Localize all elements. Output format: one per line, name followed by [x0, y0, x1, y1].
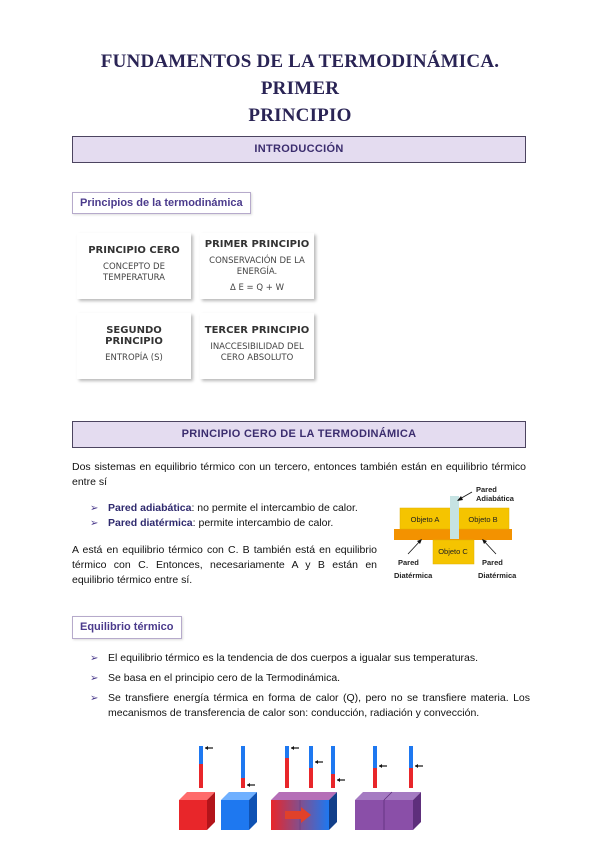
label-pared-adiabatica-1: Pared	[476, 485, 497, 494]
card-formula: Δ E = Q + W	[229, 283, 285, 293]
thermometer-equilibrium-2	[409, 746, 423, 788]
card-primer-principio	[200, 233, 314, 299]
label-pared-diatermica-left-1: Pared	[398, 558, 419, 567]
list-text: El equilibrio térmico es la tendencia de dos cuerpos a igualar sus temperaturas.	[108, 652, 479, 664]
thermometer-hot	[199, 746, 213, 788]
card-tercer-principio	[200, 313, 314, 379]
label-objeto-a: Objeto A	[410, 515, 440, 524]
label-pared-diatermica-left-2: Diatérmica	[394, 571, 433, 580]
card-text: ENTROPÍA (S)	[105, 353, 163, 363]
document-title	[60, 48, 540, 129]
card-text	[77, 262, 191, 284]
term: Pared diatérmica	[108, 517, 193, 529]
label-objeto-c: Objeto C	[438, 547, 468, 556]
paragraph-equilibrio-tercero: Dos sistemas en equilibrio térmico con un tercero, entonces también están en equilibrio térmico entre sí	[72, 461, 526, 488]
section-header-introduccion: INTRODUCCIÓN	[72, 136, 526, 163]
card-principio-cero	[77, 233, 191, 299]
arrow-bullet-icon: ➢	[90, 693, 99, 704]
subhead-principios: Principios de la termodinámica	[72, 192, 251, 214]
thermometer-warming	[309, 746, 323, 788]
card-text	[200, 342, 314, 364]
list-item	[90, 671, 530, 686]
zeroth-law-diagram	[388, 484, 526, 586]
section-header-principio-cero: PRINCIPIO CERO DE LA TERMODINÁMICA	[72, 421, 526, 448]
thermometer-cold	[241, 746, 255, 788]
thermometer-cooling-2	[331, 746, 345, 788]
label-pared-diatermica-right-1: Pared	[482, 558, 503, 567]
equilibrium-cubes	[355, 792, 421, 830]
label-pared-diatermica-right-2: Diatérmica	[478, 571, 517, 580]
definition: : permite intercambio de calor.	[192, 517, 334, 529]
thermal-equilibrium-figure	[175, 740, 435, 832]
label-objeto-b: Objeto B	[468, 515, 498, 524]
card-line: CERO ABSOLUTO	[220, 353, 294, 363]
title-line-1: FUNDAMENTOS DE LA TERMODINÁMICA. PRIMER	[100, 51, 500, 99]
card-title: TERCER PRINCIPIO	[204, 325, 310, 336]
term: Pared adiabática	[108, 502, 192, 514]
paragraph-a-b-c: A está en equilibrio térmico con C. B también está en equilibrio térmico con C. Entonces, necesariamente A y B están en equilibrio térmico entre sí.	[72, 544, 377, 586]
thermometer-cooling	[285, 746, 299, 788]
title-line-2: PRINCIPIO	[248, 105, 352, 126]
definition: : no permite el intercambio de calor.	[191, 502, 358, 514]
arrow-bullet-icon: ➢	[90, 673, 99, 684]
equilibrio-list	[90, 651, 530, 726]
adiabatic-wall	[450, 496, 459, 539]
card-line: CONCEPTO DE	[103, 262, 165, 272]
card-line: ENERGÍA.	[236, 267, 278, 277]
card-title: SEGUNDO PRINCIPIO	[105, 325, 163, 347]
wall-types-list	[90, 501, 358, 531]
thermometer-equilibrium-1	[373, 746, 387, 788]
card-line: CONSERVACIÓN DE LA	[209, 256, 305, 266]
list-item	[90, 501, 358, 516]
card-segundo-principio	[77, 313, 191, 379]
label-pared-adiabatica-2: Adiabática	[476, 494, 514, 503]
list-text: Se transfiere energía térmica en forma de calor (Q), pero no se transfiere materia. Los mecanismos de transferencia de calor son: conducción, radiación y convección.	[108, 692, 530, 719]
card-title: PRINCIPIO CERO	[88, 245, 180, 256]
card-line: TEMPERATURA	[103, 273, 165, 283]
card-line: INACCESIBILIDAD DEL	[210, 342, 304, 352]
hot-cube	[179, 792, 215, 830]
list-item	[90, 516, 358, 531]
arrow-bullet-icon: ➢	[90, 518, 99, 529]
list-item	[90, 691, 530, 721]
subhead-equilibrio-termico: Equilibrio térmico	[72, 616, 182, 639]
card-text	[200, 256, 314, 278]
arrow-bullet-icon: ➢	[90, 503, 99, 514]
arrow-bullet-icon: ➢	[90, 653, 99, 664]
list-text: Se basa en el principio cero de la Termodinámica.	[108, 672, 341, 684]
card-title: PRIMER PRINCIPIO	[204, 239, 310, 250]
list-item	[90, 651, 530, 666]
cold-cube	[221, 792, 257, 830]
